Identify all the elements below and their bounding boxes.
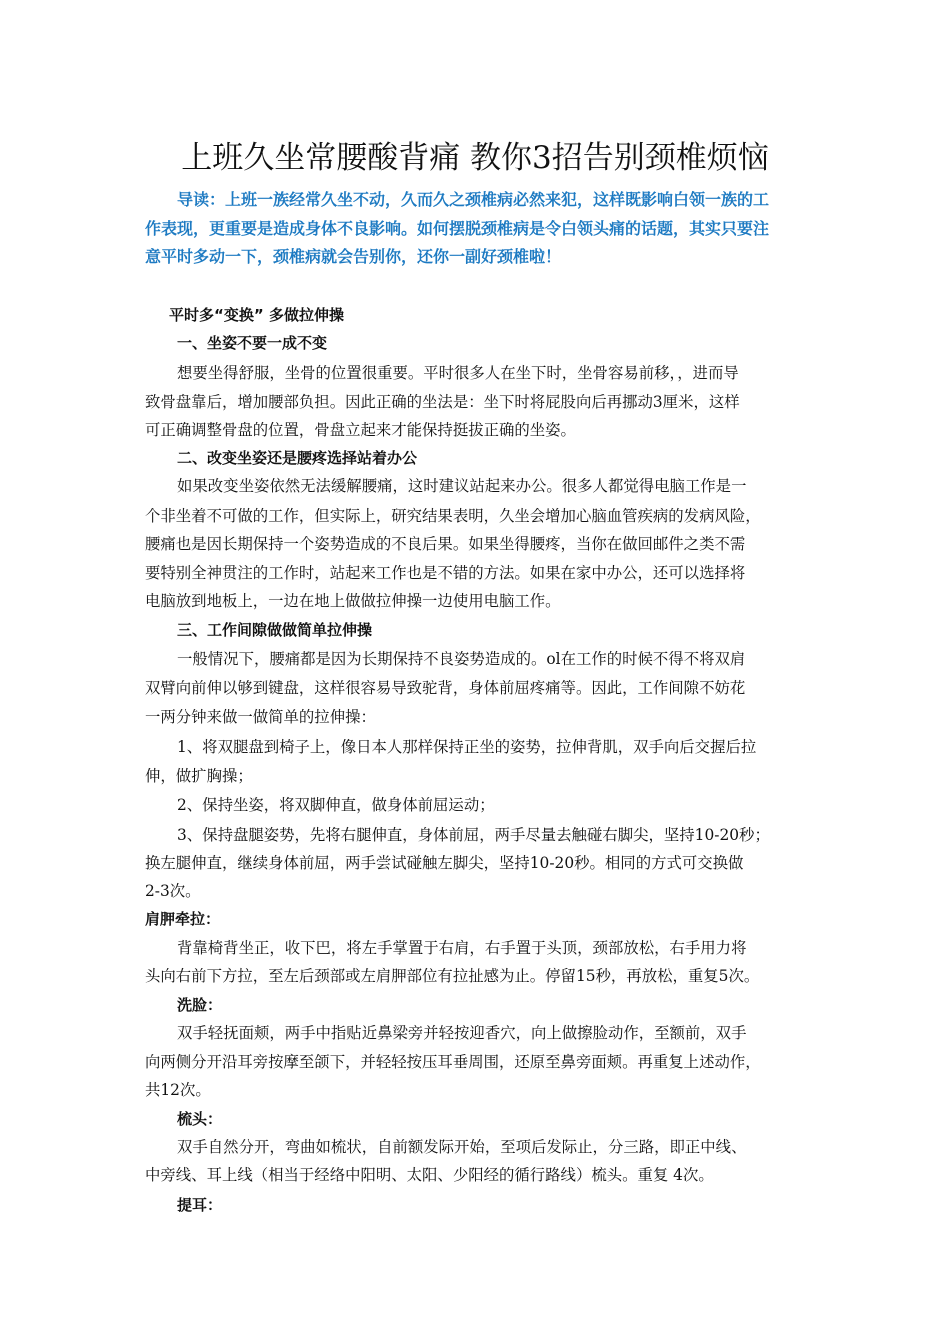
intro-paragraph <box>145 186 807 272</box>
paragraph-line: 中旁线、耳上线（相当于经络中阳明、太阳、少阳经的循行路线）梳头。重复 4次。 <box>145 1166 714 1184</box>
paragraph-line: 如果改变坐姿依然无法缓解腰痛，这时建议站起来办公。很多人都觉得电脑工作是一 <box>177 477 747 495</box>
heading-comb-head: 梳头： <box>177 1110 223 1128</box>
intro-line: 意平时多动一下，颈椎病就会告别你，还你一副好颈椎啦！ <box>145 247 562 266</box>
paragraph-line: 双臂向前伸以够到键盘，这样很容易导致驼背，身体前屈疼痛等。因此，工作间隙不妨花 <box>145 679 746 697</box>
paragraph-line: 一两分钟来做一做简单的拉伸操： <box>145 708 376 726</box>
heading-shoulder-stretch: 肩胛牵拉： <box>145 910 221 928</box>
paragraph-line: 腰痛也是因长期保持一个姿势造成的不良后果。如果坐得腰疼，当你在做回邮件之类不需 <box>145 535 746 553</box>
paragraph-line: 电脑放到地板上，一边在地上做做拉伸操一边使用电脑工作。 <box>145 592 561 610</box>
heading-ear-lift: 提耳： <box>177 1196 223 1214</box>
paragraph-line: 一般情况下，腰痛都是因为长期保持不良姿势造成的。ol在工作的时候不得不将双肩 <box>177 650 746 668</box>
paragraph-line: 双手自然分开，弯曲如梳状，自前额发际开始，至项后发际止，分三路，即正中线、 <box>177 1138 747 1156</box>
paragraph-line: 要特别全神贯注的工作时，站起来工作也是不错的方法。如果在家中办公，还可以选择将 <box>145 564 746 582</box>
heading-sitting-posture: 一、坐姿不要一成不变 <box>177 334 328 352</box>
step-line: 1、将双腿盘到椅子上，像日本人那样保持正坐的姿势，拉伸背肌，双手向后交握后拉 <box>177 738 757 756</box>
paragraph-line: 背靠椅背坐正，收下巴，将左手掌置于右肩，右手置于头顶，颈部放松，右手用力将 <box>177 939 747 957</box>
paragraph-line: 向两侧分开沿耳旁按摩至颌下，并轻轻按压耳垂周围，还原至鼻旁面颊。再重复上述动作， <box>145 1053 761 1071</box>
paragraph-line: 头向右前下方拉，至左后颈部或左肩胛部位有拉扯感为止。停留15秒，再放松，重复5次。 <box>145 967 760 985</box>
paragraph-line: 可正确调整骨盘的位置，骨盘立起来才能保持挺拔正确的坐姿。 <box>145 421 576 439</box>
heading-standing-work: 二、改变坐姿还是腰疼选择站着办公 <box>177 449 418 467</box>
paragraph-line: 共12次。 <box>145 1081 211 1099</box>
intro-line: 作表现，更重要是造成身体不良影响。如何摆脱颈椎病是令白领头痛的话题，其实只要注 <box>145 218 770 238</box>
paragraph-line: 致骨盘靠后，增加腰部负担。因此正确的坐法是：坐下时将屁股向后再挪动3厘米，这样 <box>145 393 740 411</box>
heading-stretching: 三、工作间隙做做简单拉伸操 <box>177 621 373 639</box>
step-line: 2-3次。 <box>145 882 201 900</box>
step-line: 3、保持盘腿姿势，先将右腿伸直，身体前屈，两手尽量去触碰右脚尖，坚持10-20秒； <box>177 826 770 844</box>
section-heading: 平时多“变换” 多做拉伸操 <box>169 306 344 324</box>
paragraph-line: 想要坐得舒服，坐骨的位置很重要。平时很多人在坐下时，坐骨容易前移，，进而导 <box>177 364 739 382</box>
document-title: 上班久坐常腰酸背痛 教你3招告别颈椎烦恼 <box>181 140 769 176</box>
paragraph-line: 个非坐着不可做的工作，但实际上，研究结果表明，久坐会增加心脑血管疾病的发病风险， <box>145 507 761 525</box>
step-line: 换左腿伸直，继续身体前屈，两手尝试碰触左脚尖，坚持10-20秒。相同的方式可交换做 <box>145 854 744 872</box>
paragraph-line: 双手轻抚面颊，两手中指贴近鼻梁旁并轻按迎香穴，向上做擦脸动作，至额前，双手 <box>177 1024 747 1042</box>
step-line: 伸，做扩胸操； <box>145 767 253 785</box>
intro-line: 导读：上班一族经常久坐不动，久而久之颈椎病必然来犯，这样既影响白领一族的工 <box>177 190 770 209</box>
heading-face-wash: 洗脸： <box>177 996 223 1014</box>
step-line: 2、保持坐姿，将双脚伸直，做身体前屈运动； <box>177 796 495 814</box>
